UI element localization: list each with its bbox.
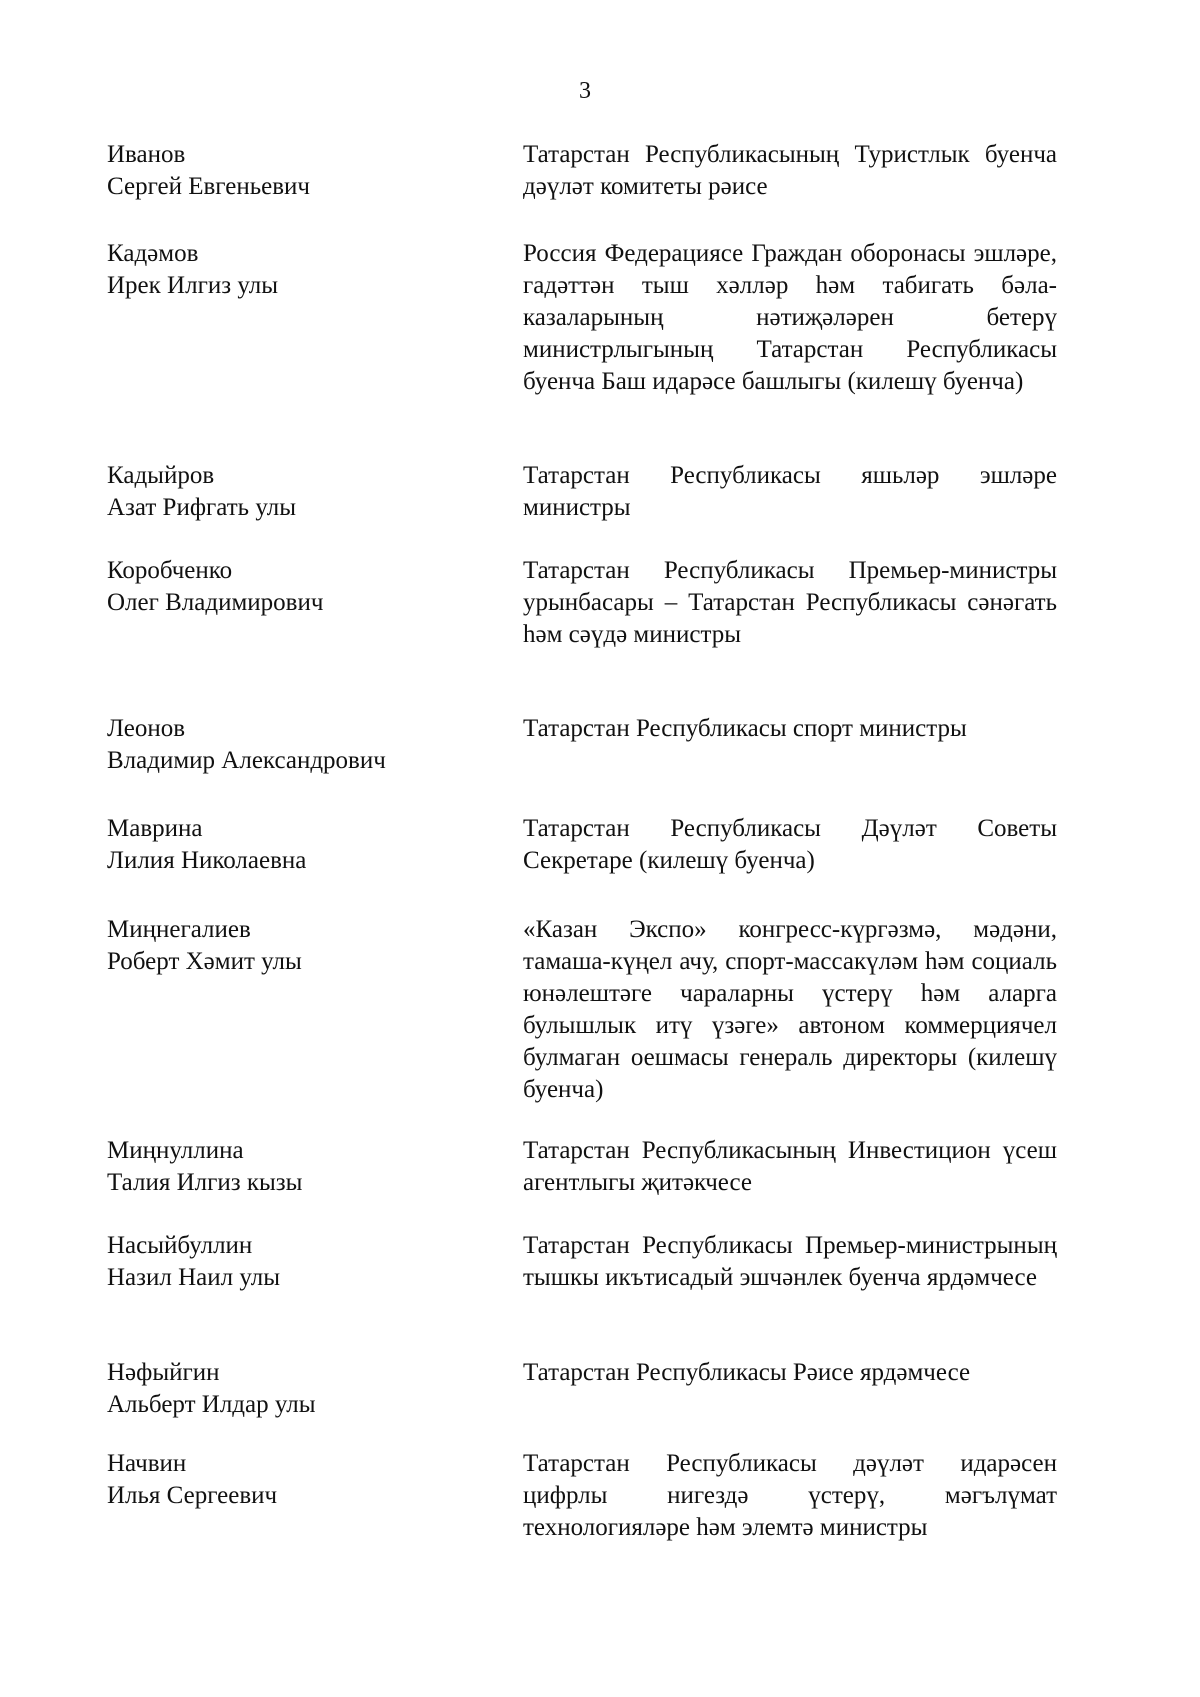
member-given-name: Альберт Илдар улы [107, 1391, 316, 1418]
member-position: Татарстан Республикасының Инвестицион үсеш агентлыгы җитәкчесе [523, 1137, 1057, 1196]
member-position: Татарстан Республикасы Премьер-министрының тышкы икътисадый эшчәнлек буенча ярдәмчесе [523, 1232, 1057, 1291]
member-given-name: Сергей Евгеньевич [107, 173, 310, 200]
member-position: Татарстан Республикасы дәүләт идарәсен цифрлы нигездә үстерү, мәгълүмат технологияләре һәм элемтә министры [523, 1450, 1057, 1541]
member-given-name: Лилия Николаевна [107, 847, 307, 874]
member-given-name: Владимир Александрович [107, 747, 386, 774]
member-surname: Маврина [107, 815, 203, 842]
member-position: Татарстан Республикасының Туристлык буенча дәүләт комитеты рәисе [523, 141, 1057, 200]
member-surname: Кадыйров [107, 462, 215, 489]
member-name [107, 555, 507, 619]
member-given-name: Илья Сергеевич [107, 1482, 278, 1509]
member-position: Татарстан Республикасы спорт министры [523, 715, 967, 742]
page-number: 3 [579, 78, 591, 104]
member-surname: Миңнегалиев [107, 916, 251, 943]
member-position: Россия Федерациясе Граждан оборонасы эшләре, гадәттән тыш хәлләр һәм табигать бәла-казаларының нәтиҗәләрен бетерү министрлыгының Татарстан Республикасы буенча Баш идарәсе башлыгы (килешү буенча) [523, 240, 1057, 395]
member-name [107, 1357, 507, 1421]
member-surname: Насыйбуллин [107, 1232, 253, 1259]
member-given-name: Азат Рифгать улы [107, 494, 296, 521]
member-position: Татарстан Республикасы Премьер-министры урынбасары – Татарстан Республикасы сәнәгать һәм сәүдә министры [523, 557, 1057, 648]
member-surname: Иванов [107, 141, 186, 168]
member-name [107, 139, 507, 203]
member-position: Татарстан Республикасы Рәисе ярдәмчесе [523, 1359, 971, 1386]
member-surname: Начвин [107, 1450, 187, 1477]
member-given-name: Ирек Илгиз улы [107, 272, 279, 299]
member-name [107, 238, 507, 302]
member-name [107, 1135, 507, 1199]
member-position: Татарстан Республикасы яшьләр эшләре министры [523, 462, 1057, 521]
member-name [107, 460, 507, 524]
member-surname: Коробченко [107, 557, 233, 584]
member-given-name: Роберт Хәмит улы [107, 948, 302, 975]
member-name [107, 713, 507, 777]
member-given-name: Талия Илгиз кызы [107, 1169, 303, 1196]
member-given-name: Назил Наил улы [107, 1264, 281, 1291]
member-name [107, 813, 507, 877]
member-position: Татарстан Республикасы Дәүләт Советы Секретаре (килешү буенча) [523, 815, 1057, 874]
member-surname: Кадәмов [107, 240, 199, 267]
member-name [107, 914, 507, 978]
member-surname: Леонов [107, 715, 186, 742]
member-surname: Миңнуллина [107, 1137, 244, 1164]
member-given-name: Олег Владимирович [107, 589, 324, 616]
member-position: «Казан Экспо» конгресс-күргәзмә, мәдәни, тамаша-күңел ачу, спорт-массакүләм һәм социаль юнәлештәге чараларны үстерү һәм аларга булышлык итү үзәге» автоном коммерциячел булмаган оешмасы генераль директоры (килешү буенча) [523, 916, 1057, 1103]
member-name [107, 1448, 507, 1512]
member-surname: Нәфыйгин [107, 1359, 220, 1386]
member-name [107, 1230, 507, 1294]
